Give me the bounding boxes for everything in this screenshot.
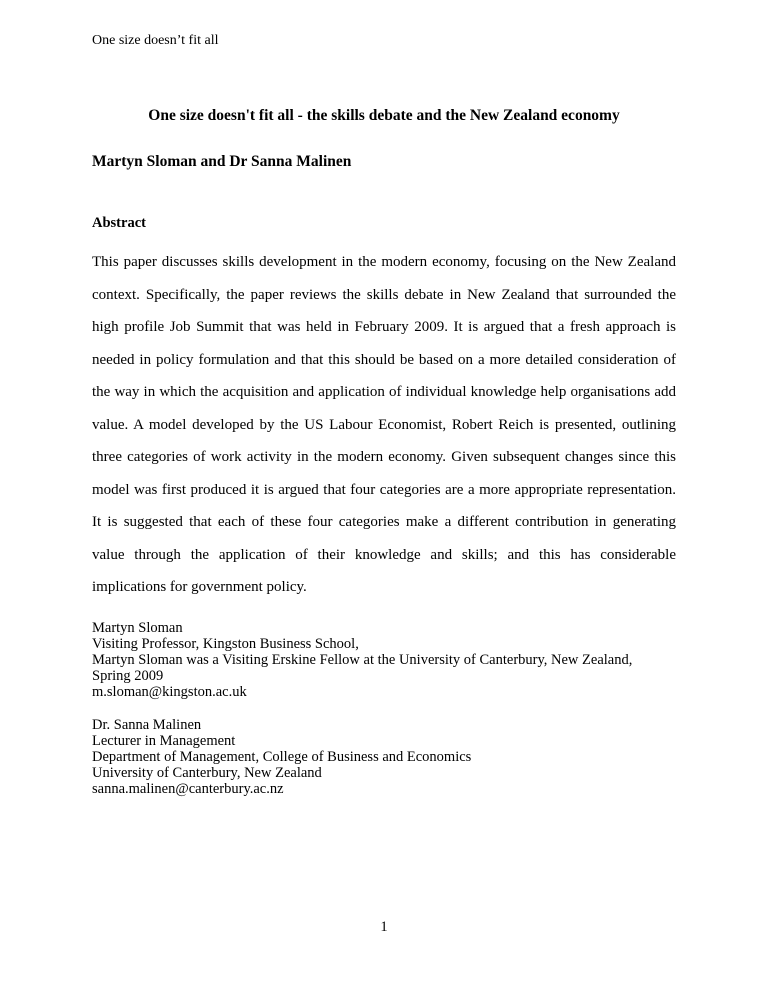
paper-title: One size doesn't fit all - the skills debate and the New Zealand economy — [148, 107, 620, 124]
contact-role: Visiting Professor, Kingston Business School, — [92, 635, 359, 652]
authors-line: Martyn Sloman and Dr Sanna Malinen — [92, 153, 352, 170]
contact-email: m.sloman@kingston.ac.uk — [92, 684, 247, 701]
contact-role: Lecturer in Management — [92, 732, 236, 749]
contact-name: Martyn Sloman — [92, 619, 183, 636]
running-header: One size doesn’t fit all — [92, 33, 219, 48]
contact-name: Dr. Sanna Malinen — [92, 716, 202, 733]
contact-university: University of Canterbury, New Zealand — [92, 765, 322, 782]
page-number: 1 — [380, 919, 388, 935]
contact-department: Department of Management, College of Business and Economics — [92, 748, 472, 765]
contact-affiliation: Martyn Sloman was a Visiting Erskine Fellow at the University of Canterbury, New Zealand, — [92, 651, 633, 668]
contact-block-martyn-sloman — [92, 620, 676, 701]
abstract-heading: Abstract — [92, 215, 146, 231]
contact-block-sanna-malinen — [92, 717, 676, 798]
contact-date: Spring 2009 — [92, 668, 164, 685]
abstract-text: This paper discusses skills development in the modern economy, focusing on the New Zealand context. Specifically, the paper reviews the skills debate in New Zealand that surrounded the high profile Job Summit that was held in February 2009. It is argued that a fresh approach is needed in policy formulation and that this should be based on a more detailed consideration of the way in which the acquisition and application of individual knowledge help organisations add value. A model developed by the US Labour Economist, Robert Reich is presented, outlining three categories of work activity in the modern economy. Given subsequent changes since this model was first produced it is argued that four categories are a more appropriate representation. It is suggested that each of these four categories make a different contribution in generating value through the application of their knowledge and skills; and this has considerable implications for government policy. — [92, 254, 676, 595]
contact-email: sanna.malinen@canterbury.ac.nz — [92, 781, 284, 798]
